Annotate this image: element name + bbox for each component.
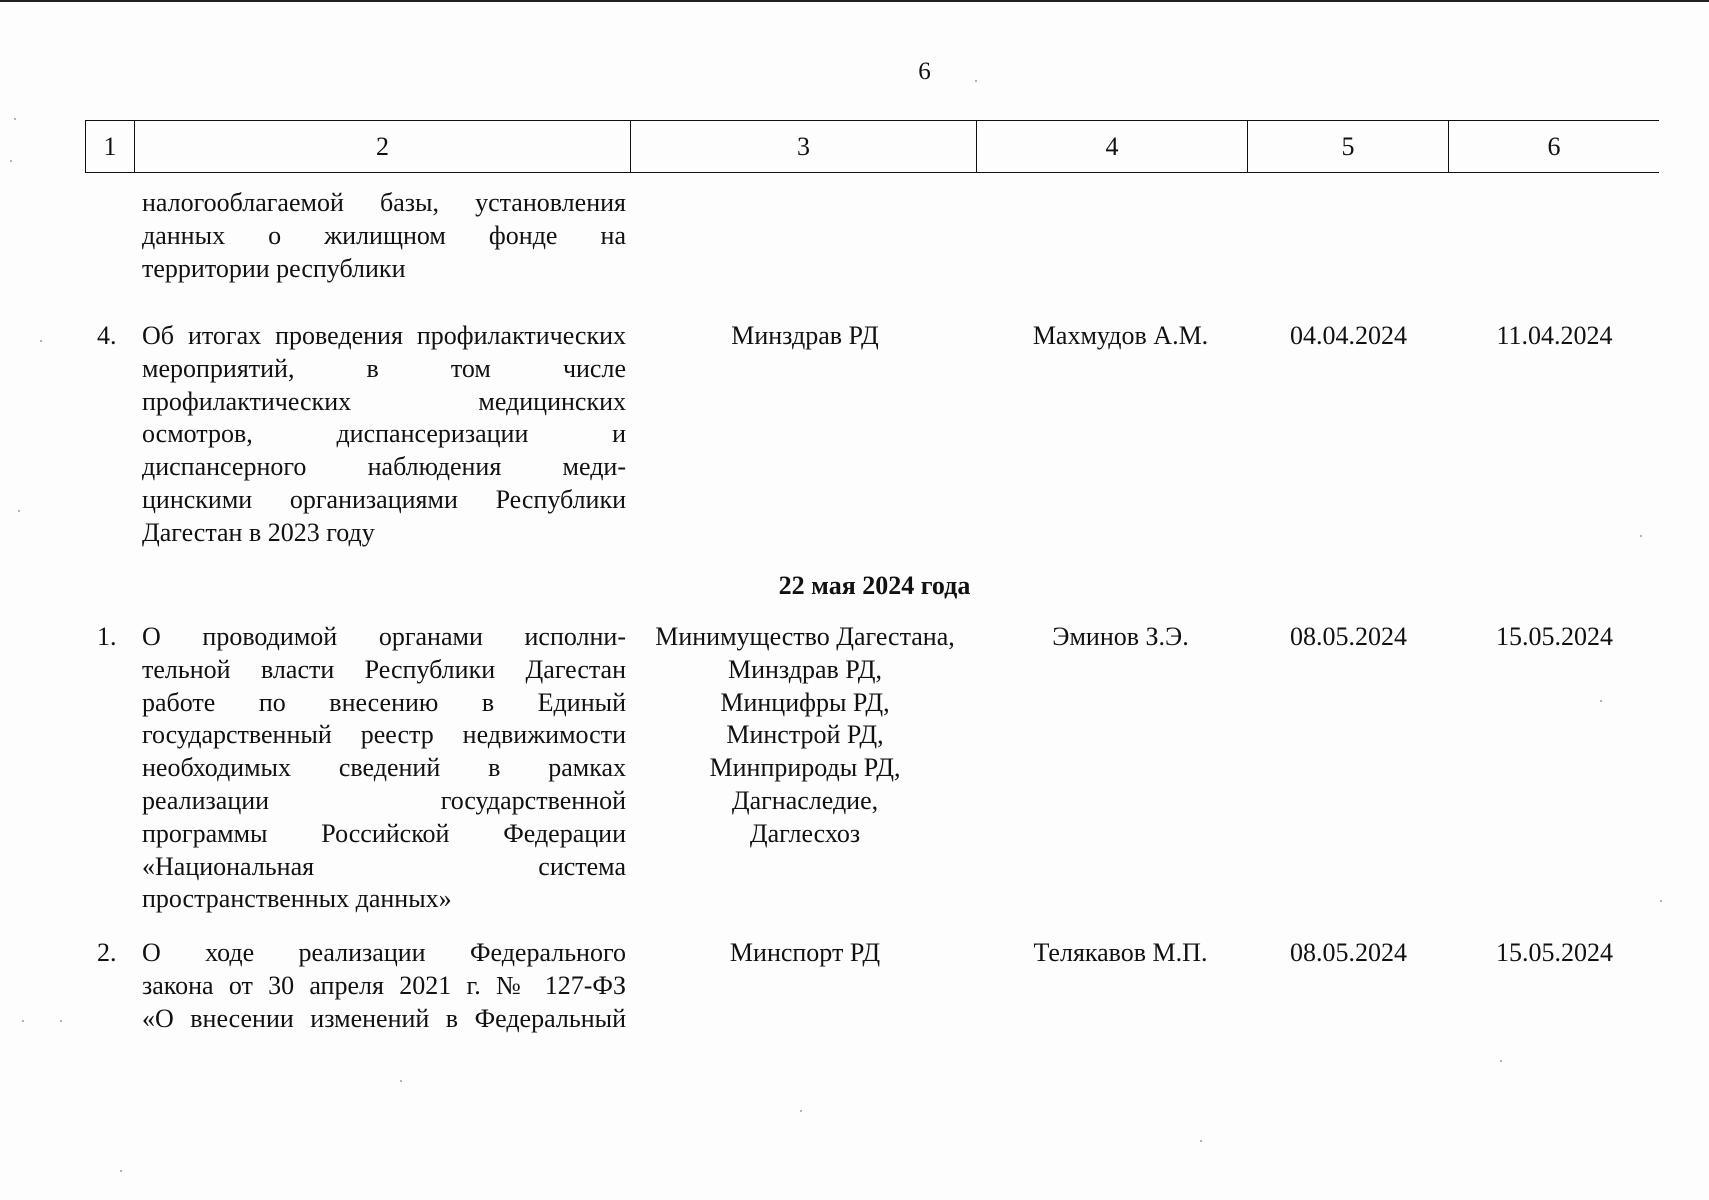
scan-speck — [10, 160, 12, 162]
text-line: О ходе реализации Федерального — [142, 938, 626, 967]
text-line: налогооблагаемой базы, установления — [142, 188, 626, 217]
scan-speck — [400, 1080, 402, 1082]
item-4-responsible-org: Минздрав РД — [731, 321, 879, 350]
header-col-4: 4 — [976, 121, 1247, 172]
item-1-number: 1. — [97, 622, 117, 651]
item-2-date-submit: 08.05.2024 — [1290, 938, 1407, 967]
text-line: реализации государственной — [142, 785, 626, 815]
text-line: «О внесении изменений в Федеральный — [142, 1003, 626, 1033]
org-line: Минимущество Дагестана, — [655, 622, 955, 651]
org-line: Минстрой РД, — [726, 720, 884, 750]
org-line: Даглесхоз — [749, 818, 861, 848]
org-line: Минздрав РД, — [727, 654, 883, 684]
header-col-2: 2 — [134, 121, 630, 172]
text-line: государственный реестр недвижимости — [142, 720, 626, 750]
scan-speck — [975, 80, 977, 82]
text-line: диспансерного наблюдения меди- — [142, 452, 626, 482]
item-1-responsible-person: Эминов З.Э. — [1052, 622, 1189, 651]
text-line: «Национальная система — [142, 851, 626, 881]
text-line: Об итогах проведения профилактических — [142, 321, 626, 350]
header-col-1: 1 — [85, 121, 134, 172]
scan-speck — [120, 1170, 122, 1172]
text-line: необходимых сведений в рамках — [142, 753, 626, 783]
text-line: пространственных данных» — [142, 884, 452, 914]
item-1-date-submit: 08.05.2024 — [1290, 622, 1407, 651]
text-line: мероприятий, в том числе — [142, 353, 626, 383]
org-line: Минцифры РД, — [720, 687, 890, 717]
item-1-date-review: 15.05.2024 — [1496, 622, 1613, 651]
header-col-6: 6 — [1448, 121, 1659, 172]
scan-speck — [800, 1110, 802, 1112]
header-col-3: 3 — [630, 121, 976, 172]
item-2-date-review: 15.05.2024 — [1496, 938, 1613, 967]
item-4-responsible-person: Махмудов А.М. — [1032, 321, 1209, 350]
page-top-edge — [0, 0, 1709, 2]
scan-speck — [1600, 700, 1602, 702]
text-line: цинскими организациями Республики — [142, 484, 626, 514]
text-line: данных о жилищном фонде на — [142, 220, 626, 250]
text-line: О проводимой органами исполни- — [142, 622, 626, 651]
scan-speck — [18, 510, 20, 512]
org-line: Минприроды РД, — [709, 753, 901, 783]
item-4-number: 4. — [97, 321, 117, 350]
item-2-responsible-org: Минспорт РД — [729, 938, 881, 967]
text-line: осмотров, диспансеризации и — [142, 419, 626, 449]
scan-speck — [60, 1020, 62, 1022]
scan-speck — [40, 340, 42, 342]
text-line: тельной власти Республики Дагестан — [142, 654, 626, 684]
item-1-text — [142, 621, 626, 916]
text-line: закона от 30 апреля 2021 г. № 127-ФЗ — [142, 970, 626, 1000]
scan-speck — [1640, 535, 1642, 537]
scan-speck — [14, 118, 16, 120]
text-line: Дагестан в 2023 году — [142, 517, 375, 547]
item-4-text — [142, 320, 626, 550]
item-2-responsible-person: Телякавов М.П. — [1033, 938, 1208, 967]
item-2-text — [142, 937, 626, 1035]
scan-speck — [1200, 1140, 1202, 1142]
continued-item-text — [142, 187, 626, 285]
text-line: работе по внесению в Единый — [142, 687, 626, 717]
text-line: территории республики — [142, 253, 406, 283]
table-header-row — [85, 120, 1659, 173]
item-4-date-review: 11.04.2024 — [1496, 321, 1613, 350]
section-date-heading: 22 мая 2024 года — [778, 571, 971, 600]
header-col-5: 5 — [1247, 121, 1448, 172]
page-number: 6 — [918, 58, 931, 85]
text-line: программы Российской Федерации — [142, 818, 626, 848]
org-line: Дагнаследие, — [731, 785, 879, 815]
text-line: профилактических медицинских — [142, 386, 626, 416]
scan-speck — [22, 1020, 24, 1022]
scan-speck — [1500, 1060, 1502, 1062]
scan-speck — [1660, 900, 1662, 902]
item-2-number: 2. — [97, 938, 117, 967]
item-1-responsible-orgs — [632, 621, 978, 851]
item-4-date-submit: 04.04.2024 — [1290, 321, 1407, 350]
